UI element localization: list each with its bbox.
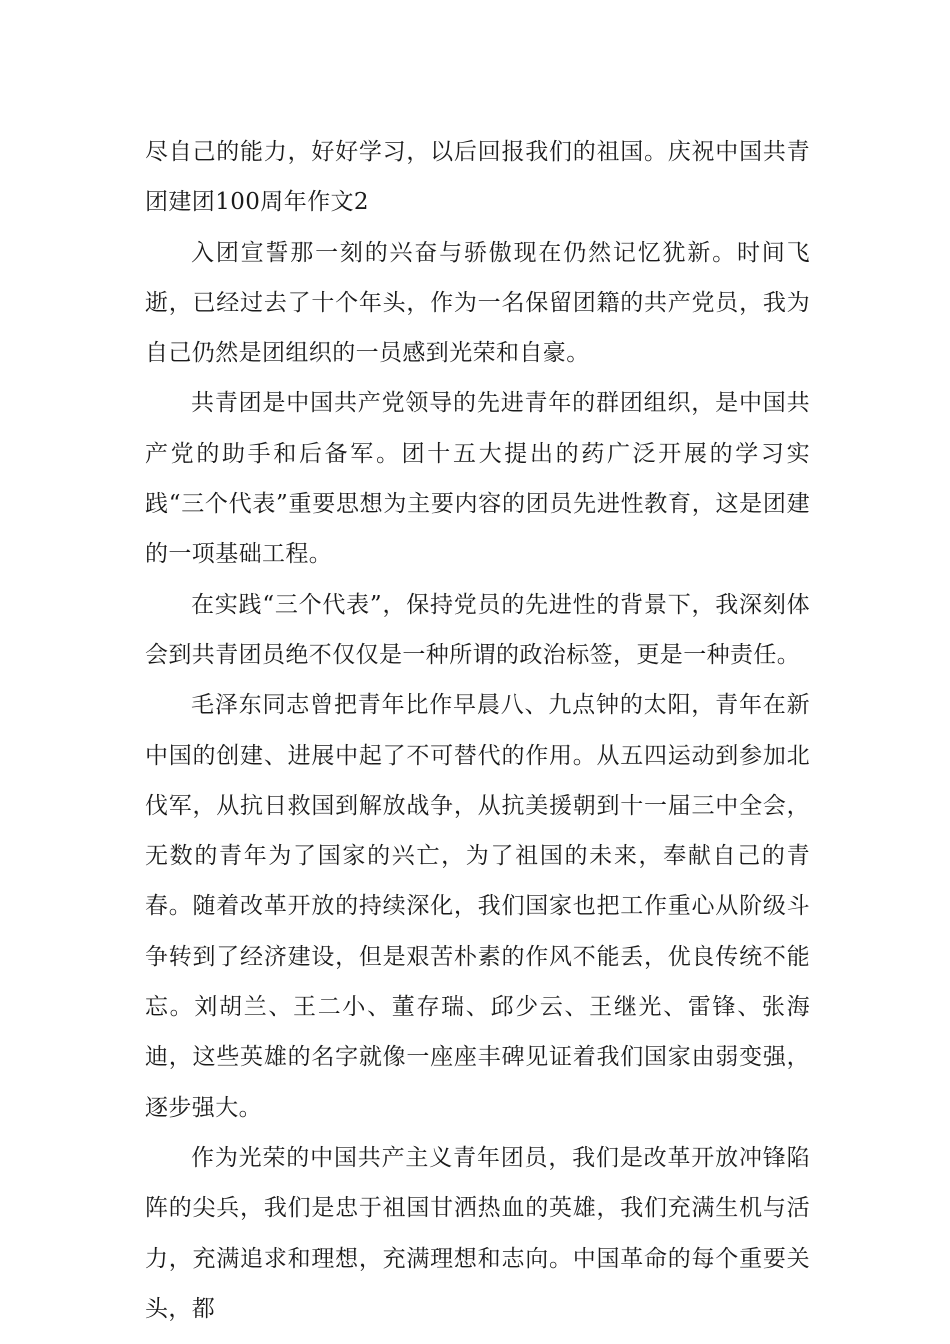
paragraph-continuation: 尽自己的能力，好好学习，以后回报我们的祖国。庆祝中国共青团建团100周年作文2 [145,139,810,216]
document-body [145,127,810,1334]
paragraph-league-definition: 共青团是中国共产党领导的先进青年的群团组织，是中国共产党的助手和后备军。团十五大提出的药广泛开展的学习实践“三个代表”重要思想为主要内容的团员先进性教育，这是团建的一项基础工程。 [145,390,810,568]
paragraph-league-members: 作为光荣的中国共产主义青年团员，我们是改革开放冲锋陷阵的尖兵，我们是忠于祖国甘洒热血的英雄，我们充满生机与活力，充满追求和理想，充满理想和志向。中国革命的每个重要关头，都 [145,1144,810,1322]
paragraph-responsibility: 在实践“三个代表”，保持党员的先进性的背景下，我深刻体会到共青团员绝不仅仅是一种所谓的政治标签，更是一种责任。 [145,591,810,668]
paragraph-youth-history: 毛泽东同志曾把青年比作早晨八、九点钟的太阳，青年在新中国的创建、进展中起了不可替代的作用。从五四运动到参加北伐军，从抗日救国到解放战争，从抗美援朝到十一届三中全会，无数的青年为了国家的兴亡，为了祖国的未来，奉献自己的青春。随着改革开放的持续深化，我们国家也把工作重心从阶级斗争转到了经济建设，但是艰苦朴素的作风不能丢，优良传统不能忘。刘胡兰、王二小、董存瑞、邱少云、王继光、雷锋、张海迪，这些英雄的名字就像一座座丰碑见证着我们国家由弱变强，逐步强大。 [145,692,810,1121]
paragraph-oath-memory: 入团宣誓那一刻的兴奋与骄傲现在仍然记忆犹新。时间飞逝，已经过去了十个年头，作为一名保留团籍的共产党员，我为自己仍然是团组织的一员感到光荣和自豪。 [145,239,810,367]
